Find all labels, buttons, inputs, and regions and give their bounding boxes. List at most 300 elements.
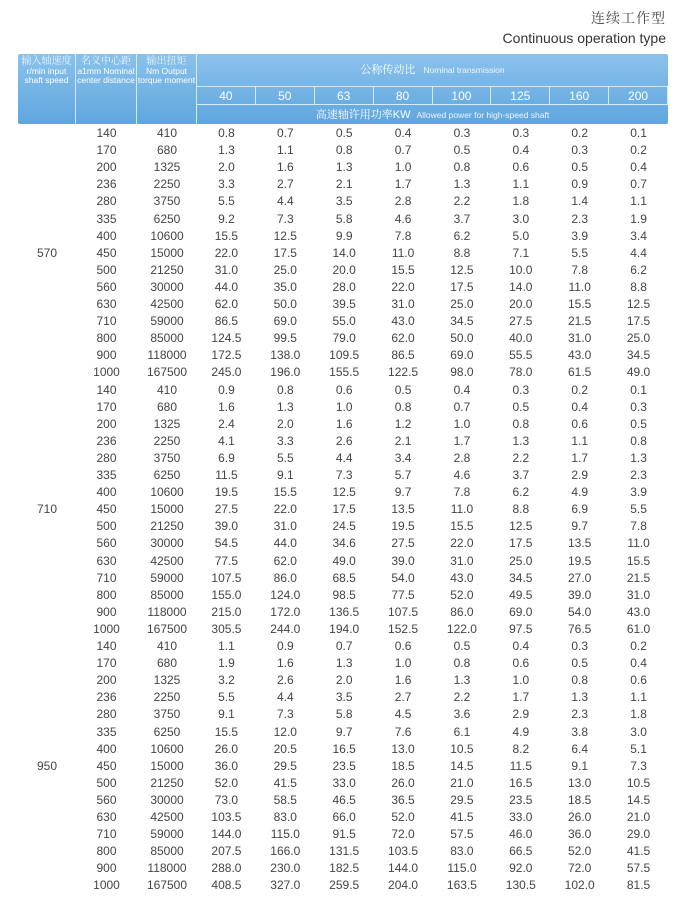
power-cell-ratio-160: 15.5 (568, 297, 592, 311)
power-cell-ratio-80: 15.5 (391, 262, 415, 277)
power-cell-ratio-200: 0.4 (630, 160, 647, 175)
power-cell-ratio-40: 2.4 (218, 416, 235, 431)
output-torque-cell: 21250 (150, 775, 184, 790)
power-cell-ratio-80: 77.5 (391, 587, 415, 602)
output-torque-cell: 15000 (150, 245, 184, 260)
power-cell-ratio-125: 1.0 (512, 673, 530, 688)
power-cell-ratio-100: 163.5 (446, 878, 477, 893)
power-cell-ratio-100: 22.0 (450, 536, 474, 551)
power-cell-ratio-63: 0.7 (335, 639, 353, 653)
power-cell-ratio-125: 2.9 (512, 707, 530, 722)
power-cell-ratio-40: 6.9 (218, 450, 235, 465)
table-row (18, 621, 668, 638)
power-cell-ratio-100: 0.4 (453, 382, 471, 397)
power-cell-ratio-160: 6.4 (571, 741, 589, 756)
output-torque-cell: 6250 (153, 724, 181, 739)
power-cell-ratio-63: 39.5 (332, 297, 356, 311)
center-distance-cell: 140 (96, 639, 117, 653)
power-cell-ratio-50: 1.6 (276, 160, 294, 175)
center-distance-cell: 900 (96, 348, 117, 363)
power-cell-ratio-160: 0.3 (571, 639, 589, 653)
power-cell-ratio-100: 115.0 (447, 861, 477, 876)
title-english: Continuous operation type (502, 30, 666, 46)
power-cell-ratio-50: 3.3 (276, 433, 294, 448)
power-cell-ratio-63: 136.5 (329, 604, 360, 619)
power-cell-ratio-63: 131.5 (329, 844, 360, 859)
power-cell-ratio-125: 7.1 (512, 245, 530, 260)
power-cell-ratio-200: 0.1 (630, 126, 647, 140)
power-cell-ratio-40: 15.5 (214, 228, 239, 243)
table-row (18, 330, 668, 347)
power-cell-ratio-50: 138.0 (270, 348, 301, 363)
power-cell-ratio-63: 34.6 (332, 536, 356, 551)
center-distance-cell: 900 (96, 861, 117, 876)
power-cell-ratio-100: 3.7 (453, 211, 471, 226)
power-cell-ratio-160: 26.0 (568, 810, 592, 824)
table-row (18, 638, 668, 655)
power-cell-ratio-63: 55.0 (332, 314, 356, 329)
power-cell-ratio-100: 1.3 (453, 673, 471, 688)
power-cell-ratio-200: 31.0 (626, 587, 651, 602)
power-cell-ratio-63: 194.0 (329, 621, 360, 636)
table-row (18, 467, 668, 484)
power-cell-ratio-50: 15.5 (273, 485, 297, 500)
power-cell-ratio-63: 0.6 (335, 382, 353, 397)
power-cell-ratio-125: 14.0 (509, 279, 533, 294)
power-cell-ratio-160: 1.1 (571, 433, 589, 448)
power-cell-ratio-63: 68.5 (332, 570, 356, 585)
power-cell-ratio-100: 50.0 (450, 331, 474, 346)
table-row (18, 228, 668, 245)
power-cell-ratio-125: 49.5 (509, 587, 533, 602)
center-distance-cell: 200 (96, 160, 117, 175)
power-cell-ratio-80: 122.5 (388, 365, 419, 380)
output-torque-cell: 30000 (150, 536, 184, 551)
power-cell-ratio-80: 36.5 (391, 792, 415, 807)
center-distance-cell: 630 (96, 297, 117, 311)
power-cell-ratio-200: 81.5 (626, 878, 651, 893)
power-cell-ratio-63: 155.5 (329, 365, 360, 380)
output-torque-cell: 30000 (150, 792, 184, 807)
power-cell-ratio-40: 54.5 (214, 536, 239, 551)
power-cell-ratio-63: 91.5 (332, 827, 356, 842)
header-ratio-row (197, 86, 668, 105)
power-cell-ratio-40: 0.8 (218, 126, 235, 140)
header-ratio-80: 80 (374, 87, 433, 105)
power-cell-ratio-125: 1.3 (512, 433, 530, 448)
power-cell-ratio-80: 152.5 (388, 621, 419, 636)
table-row (18, 193, 668, 210)
power-cell-ratio-40: 27.5 (214, 502, 239, 517)
power-cell-ratio-125: 0.8 (512, 416, 530, 431)
power-cell-ratio-40: 4.1 (218, 433, 235, 448)
power-cell-ratio-100: 57.5 (450, 827, 474, 842)
power-cell-ratio-40: 305.5 (211, 621, 242, 636)
table-row (18, 553, 668, 570)
power-cell-ratio-80: 0.5 (394, 382, 412, 397)
power-cell-ratio-100: 0.8 (453, 656, 471, 671)
power-cell-ratio-160: 5.5 (571, 245, 589, 260)
power-cell-ratio-160: 21.5 (568, 314, 592, 329)
power-cell-ratio-200: 49.0 (626, 365, 651, 380)
power-cell-ratio-200: 11.0 (627, 536, 650, 551)
output-torque-cell: 42500 (150, 553, 184, 568)
power-cell-ratio-160: 102.0 (564, 878, 595, 893)
table-row (18, 245, 668, 262)
power-cell-ratio-125: 92.0 (509, 861, 533, 876)
power-cell-ratio-63: 24.5 (332, 519, 356, 534)
power-cell-ratio-50: 172.0 (270, 604, 301, 619)
power-cell-ratio-50: 230.0 (270, 861, 301, 876)
center-distance-cell: 170 (96, 656, 117, 671)
header-nominal-ratio-cn: 公称传动比 (360, 64, 416, 76)
power-cell-ratio-63: 2.1 (335, 177, 353, 192)
power-cell-ratio-125: 0.5 (512, 399, 530, 414)
power-cell-ratio-160: 1.3 (571, 690, 589, 705)
power-cell-ratio-200: 1.9 (630, 211, 647, 226)
power-cell-ratio-63: 109.5 (329, 348, 360, 363)
header-output-torque-en: Nm Output torque moment (137, 66, 196, 85)
power-cell-ratio-100: 0.8 (453, 160, 471, 175)
power-cell-ratio-50: 5.5 (276, 450, 294, 465)
power-cell-ratio-125: 0.6 (512, 656, 530, 671)
power-cell-ratio-50: 25.0 (273, 262, 297, 277)
center-distance-cell: 400 (96, 485, 117, 500)
output-torque-cell: 3750 (153, 194, 181, 209)
output-torque-cell: 15000 (150, 758, 184, 773)
power-cell-ratio-50: 9.1 (276, 468, 294, 482)
table-row (18, 587, 668, 604)
power-cell-ratio-40: 22.0 (214, 245, 239, 260)
power-cell-ratio-125: 3.7 (512, 468, 530, 482)
table-row (18, 860, 668, 877)
power-cell-ratio-50: 29.5 (273, 758, 297, 773)
power-cell-ratio-160: 13.5 (568, 536, 592, 551)
center-distance-cell: 1000 (93, 365, 120, 380)
power-cell-ratio-160: 0.2 (571, 126, 589, 140)
power-cell-ratio-40: 5.5 (218, 194, 235, 209)
power-cell-ratio-200: 2.3 (630, 468, 647, 482)
output-torque-cell: 2250 (153, 433, 181, 448)
power-cell-ratio-50: 244.0 (270, 621, 301, 636)
power-cell-ratio-40: 172.5 (211, 348, 242, 363)
power-cell-ratio-125: 40.0 (509, 331, 533, 346)
power-cell-ratio-125: 25.0 (509, 553, 533, 568)
power-cell-ratio-80: 86.5 (391, 348, 415, 363)
power-cell-ratio-50: 166.0 (270, 844, 301, 859)
power-cell-ratio-40: 9.1 (218, 707, 235, 722)
power-cell-ratio-200: 1.3 (630, 450, 647, 465)
power-cell-ratio-63: 0.8 (335, 143, 353, 158)
power-cell-ratio-40: 103.5 (211, 810, 242, 824)
input-speed-value: 570 (36, 245, 58, 260)
power-cell-ratio-160: 13.0 (568, 775, 592, 790)
power-cell-ratio-125: 46.0 (509, 827, 533, 842)
power-cell-ratio-200: 10.5 (626, 775, 651, 790)
power-cell-ratio-200: 0.2 (630, 143, 647, 158)
center-distance-cell: 400 (96, 228, 117, 243)
power-cell-ratio-160: 4.9 (571, 485, 589, 500)
power-cell-ratio-63: 17.5 (332, 502, 356, 517)
power-cell-ratio-100: 98.0 (450, 365, 474, 380)
power-cell-ratio-100: 2.2 (453, 690, 471, 705)
power-cell-ratio-80: 54.0 (391, 570, 415, 585)
power-cell-ratio-100: 2.8 (453, 450, 471, 465)
output-torque-cell: 6250 (153, 468, 181, 482)
power-cell-ratio-50: 327.0 (270, 878, 301, 893)
power-cell-ratio-40: 124.5 (211, 331, 242, 346)
power-cell-ratio-40: 36.0 (214, 758, 239, 773)
power-cell-ratio-160: 19.5 (568, 553, 592, 568)
table-row (18, 706, 668, 723)
power-cell-ratio-80: 72.0 (391, 827, 415, 842)
table-row (18, 279, 668, 296)
power-cell-ratio-80: 1.0 (394, 656, 412, 671)
power-cell-ratio-80: 4.5 (394, 707, 412, 722)
center-distance-cell: 500 (96, 519, 117, 534)
header-ratio-100: 100 (433, 87, 492, 105)
power-cell-ratio-50: 1.6 (276, 656, 294, 671)
power-cell-ratio-40: 288.0 (211, 861, 242, 876)
center-distance-cell: 140 (96, 126, 117, 140)
power-cell-ratio-160: 11.0 (568, 279, 591, 294)
center-distance-cell: 800 (96, 844, 117, 859)
header-center-distance (76, 54, 137, 124)
table-row (18, 159, 668, 176)
table-row (18, 433, 668, 450)
center-distance-cell: 450 (96, 758, 117, 773)
power-cell-ratio-100: 12.5 (450, 262, 474, 277)
power-cell-ratio-160: 0.6 (571, 416, 589, 431)
header-ratio-block (197, 54, 668, 124)
power-cell-ratio-160: 61.5 (568, 365, 592, 380)
table-row (18, 450, 668, 467)
header-center-distance-cn: 名义中心距 (81, 56, 131, 67)
power-cell-ratio-63: 79.0 (332, 331, 356, 346)
power-cell-ratio-125: 8.8 (512, 502, 530, 517)
power-cell-ratio-80: 3.4 (394, 450, 412, 465)
power-cell-ratio-125: 0.4 (512, 639, 530, 653)
power-cell-ratio-63: 7.3 (335, 468, 353, 482)
header-input-speed-en: r/min input shaft speed (24, 66, 69, 85)
center-distance-cell: 800 (96, 587, 117, 602)
table-row (18, 604, 668, 621)
output-torque-cell: 30000 (150, 279, 184, 294)
power-cell-ratio-100: 1.3 (453, 177, 471, 192)
power-cell-ratio-63: 259.5 (329, 878, 360, 893)
power-cell-ratio-50: 4.4 (276, 690, 294, 705)
power-cell-ratio-125: 97.5 (509, 621, 533, 636)
power-cell-ratio-200: 3.4 (630, 228, 647, 243)
header-output-torque (137, 54, 197, 124)
power-cell-ratio-50: 196.0 (270, 365, 301, 380)
power-cell-ratio-200: 43.0 (626, 604, 651, 619)
power-cell-ratio-50: 12.5 (273, 228, 297, 243)
power-cell-ratio-40: 77.5 (214, 553, 239, 568)
power-cell-ratio-40: 155.0 (211, 587, 242, 602)
power-cell-ratio-63: 98.5 (332, 587, 356, 602)
table-row (18, 262, 668, 279)
power-cell-ratio-40: 3.2 (218, 673, 235, 688)
power-cell-ratio-80: 52.0 (391, 810, 415, 824)
power-cell-ratio-100: 11.0 (450, 502, 474, 517)
output-torque-cell: 42500 (150, 297, 184, 311)
center-distance-cell: 140 (96, 382, 117, 397)
output-torque-cell: 6250 (153, 211, 181, 226)
table-row (18, 364, 668, 381)
output-torque-cell: 85000 (150, 331, 184, 346)
header-output-torque-cn: 输出扭矩 (146, 56, 187, 67)
power-cell-ratio-63: 1.3 (335, 160, 353, 175)
power-cell-ratio-80: 2.1 (394, 433, 412, 448)
center-distance-cell: 630 (96, 553, 117, 568)
power-cell-ratio-40: 215.0 (211, 604, 242, 619)
center-distance-cell: 500 (96, 775, 117, 790)
power-cell-ratio-125: 0.4 (512, 143, 530, 158)
power-cell-ratio-200: 1.8 (630, 707, 647, 722)
power-cell-ratio-80: 2.7 (394, 690, 412, 705)
power-cell-ratio-80: 7.6 (394, 724, 412, 739)
center-distance-cell: 630 (96, 810, 117, 824)
power-cell-ratio-50: 7.3 (276, 211, 294, 226)
power-cell-ratio-80: 27.5 (391, 536, 415, 551)
power-cell-ratio-80: 62.0 (391, 331, 415, 346)
power-cell-ratio-50: 20.5 (273, 741, 297, 756)
center-distance-cell: 560 (96, 279, 117, 294)
table-row (18, 689, 668, 706)
output-torque-cell: 1325 (153, 160, 181, 175)
power-cell-ratio-50: 2.7 (276, 177, 294, 192)
power-cell-ratio-200: 0.4 (630, 656, 647, 671)
output-torque-cell: 2250 (153, 690, 181, 705)
power-cell-ratio-63: 3.5 (335, 690, 353, 705)
power-cell-ratio-125: 0.6 (512, 160, 530, 175)
power-cell-ratio-100: 0.7 (453, 399, 471, 414)
power-cell-ratio-40: 31.0 (214, 262, 239, 277)
table-row (18, 211, 668, 228)
power-cell-ratio-80: 0.6 (394, 639, 412, 653)
power-cell-ratio-80: 31.0 (391, 297, 415, 311)
output-torque-cell: 85000 (150, 587, 184, 602)
power-cell-ratio-50: 1.1 (276, 143, 294, 158)
output-torque-cell: 167500 (146, 365, 188, 380)
center-distance-cell: 170 (96, 143, 117, 158)
power-cell-ratio-63: 0.5 (335, 126, 353, 140)
power-cell-ratio-160: 0.4 (571, 399, 589, 414)
header-nominal-ratio (197, 54, 668, 86)
power-cell-ratio-63: 20.0 (332, 262, 356, 277)
power-cell-ratio-125: 66.5 (509, 844, 533, 859)
power-cell-ratio-40: 52.0 (214, 775, 239, 790)
header-ratio-125: 125 (491, 87, 550, 105)
center-distance-cell: 200 (96, 416, 117, 431)
table-row (18, 416, 668, 433)
power-cell-ratio-100: 0.3 (453, 126, 471, 140)
power-cell-ratio-50: 2.0 (276, 416, 294, 431)
power-cell-ratio-80: 43.0 (391, 314, 415, 329)
power-cell-ratio-80: 107.5 (388, 604, 419, 619)
output-torque-cell: 118000 (147, 604, 187, 619)
center-distance-cell: 450 (96, 502, 117, 517)
power-cell-ratio-200: 14.5 (626, 792, 651, 807)
table-row (18, 672, 668, 689)
power-cell-ratio-63: 33.0 (332, 775, 356, 790)
output-torque-cell: 21250 (150, 262, 184, 277)
table-row (18, 296, 668, 313)
power-cell-ratio-80: 26.0 (391, 775, 415, 790)
power-cell-ratio-40: 73.0 (214, 792, 239, 807)
output-torque-cell: 118000 (147, 861, 187, 876)
power-cell-ratio-80: 18.5 (391, 758, 415, 773)
power-cell-ratio-63: 182.5 (329, 861, 360, 876)
power-cell-ratio-63: 2.0 (335, 673, 353, 688)
header-ratio-200: 200 (609, 87, 668, 105)
power-cell-ratio-125: 27.5 (509, 314, 533, 329)
power-cell-ratio-200: 1.1 (630, 690, 647, 705)
power-cell-ratio-50: 35.0 (273, 279, 297, 294)
power-cell-ratio-50: 4.4 (276, 194, 294, 209)
power-cell-ratio-63: 14.0 (332, 245, 356, 260)
center-distance-cell: 710 (96, 827, 117, 842)
center-distance-cell: 200 (96, 673, 117, 688)
power-cell-ratio-100: 69.0 (450, 348, 474, 363)
power-cell-ratio-100: 15.5 (450, 519, 474, 534)
output-torque-cell: 59000 (150, 827, 184, 842)
power-cell-ratio-40: 408.5 (211, 878, 242, 893)
power-cell-ratio-100: 122.0 (446, 621, 477, 636)
power-cell-ratio-50: 22.0 (273, 502, 297, 517)
power-cell-ratio-160: 2.3 (571, 707, 589, 722)
power-cell-ratio-50: 31.0 (273, 519, 297, 534)
power-cell-ratio-125: 16.5 (509, 775, 533, 790)
center-distance-cell: 280 (96, 707, 117, 722)
power-cell-ratio-125: 55.5 (509, 348, 533, 363)
power-cell-ratio-100: 14.5 (450, 758, 474, 773)
power-cell-ratio-100: 0.5 (453, 143, 471, 158)
table-row (18, 382, 668, 399)
table-row (18, 826, 668, 843)
power-cell-ratio-50: 83.0 (273, 810, 297, 824)
power-cell-ratio-50: 99.5 (273, 331, 297, 346)
power-cell-ratio-160: 9.1 (571, 758, 589, 773)
power-cell-ratio-200: 8.8 (630, 279, 647, 294)
power-cell-ratio-125: 1.1 (512, 177, 530, 192)
power-cell-ratio-63: 66.0 (332, 810, 356, 824)
output-torque-cell: 680 (156, 143, 178, 158)
power-cell-ratio-160: 39.0 (568, 587, 592, 602)
power-cell-ratio-40: 144.0 (211, 827, 242, 842)
output-torque-cell: 410 (156, 126, 178, 140)
power-cell-ratio-63: 1.6 (335, 416, 353, 431)
power-cell-ratio-100: 29.5 (450, 792, 474, 807)
power-cell-ratio-40: 5.5 (218, 690, 235, 705)
output-torque-cell: 1325 (153, 416, 181, 431)
power-cell-ratio-50: 1.3 (276, 399, 294, 414)
power-cell-ratio-200: 41.5 (626, 844, 651, 859)
output-torque-cell: 167500 (146, 621, 188, 636)
power-cell-ratio-125: 17.5 (509, 536, 533, 551)
power-cell-ratio-40: 1.9 (218, 656, 235, 671)
power-cell-ratio-160: 54.0 (568, 604, 592, 619)
output-torque-cell: 42500 (150, 810, 184, 824)
power-cell-ratio-80: 11.0 (391, 245, 415, 260)
power-cell-ratio-40: 1.1 (218, 639, 235, 653)
input-speed-value: 710 (36, 502, 58, 517)
power-cell-ratio-40: 86.5 (214, 314, 239, 329)
center-distance-cell: 710 (96, 314, 117, 329)
power-cell-ratio-160: 0.5 (571, 656, 589, 671)
power-cell-ratio-125: 10.0 (509, 262, 533, 277)
